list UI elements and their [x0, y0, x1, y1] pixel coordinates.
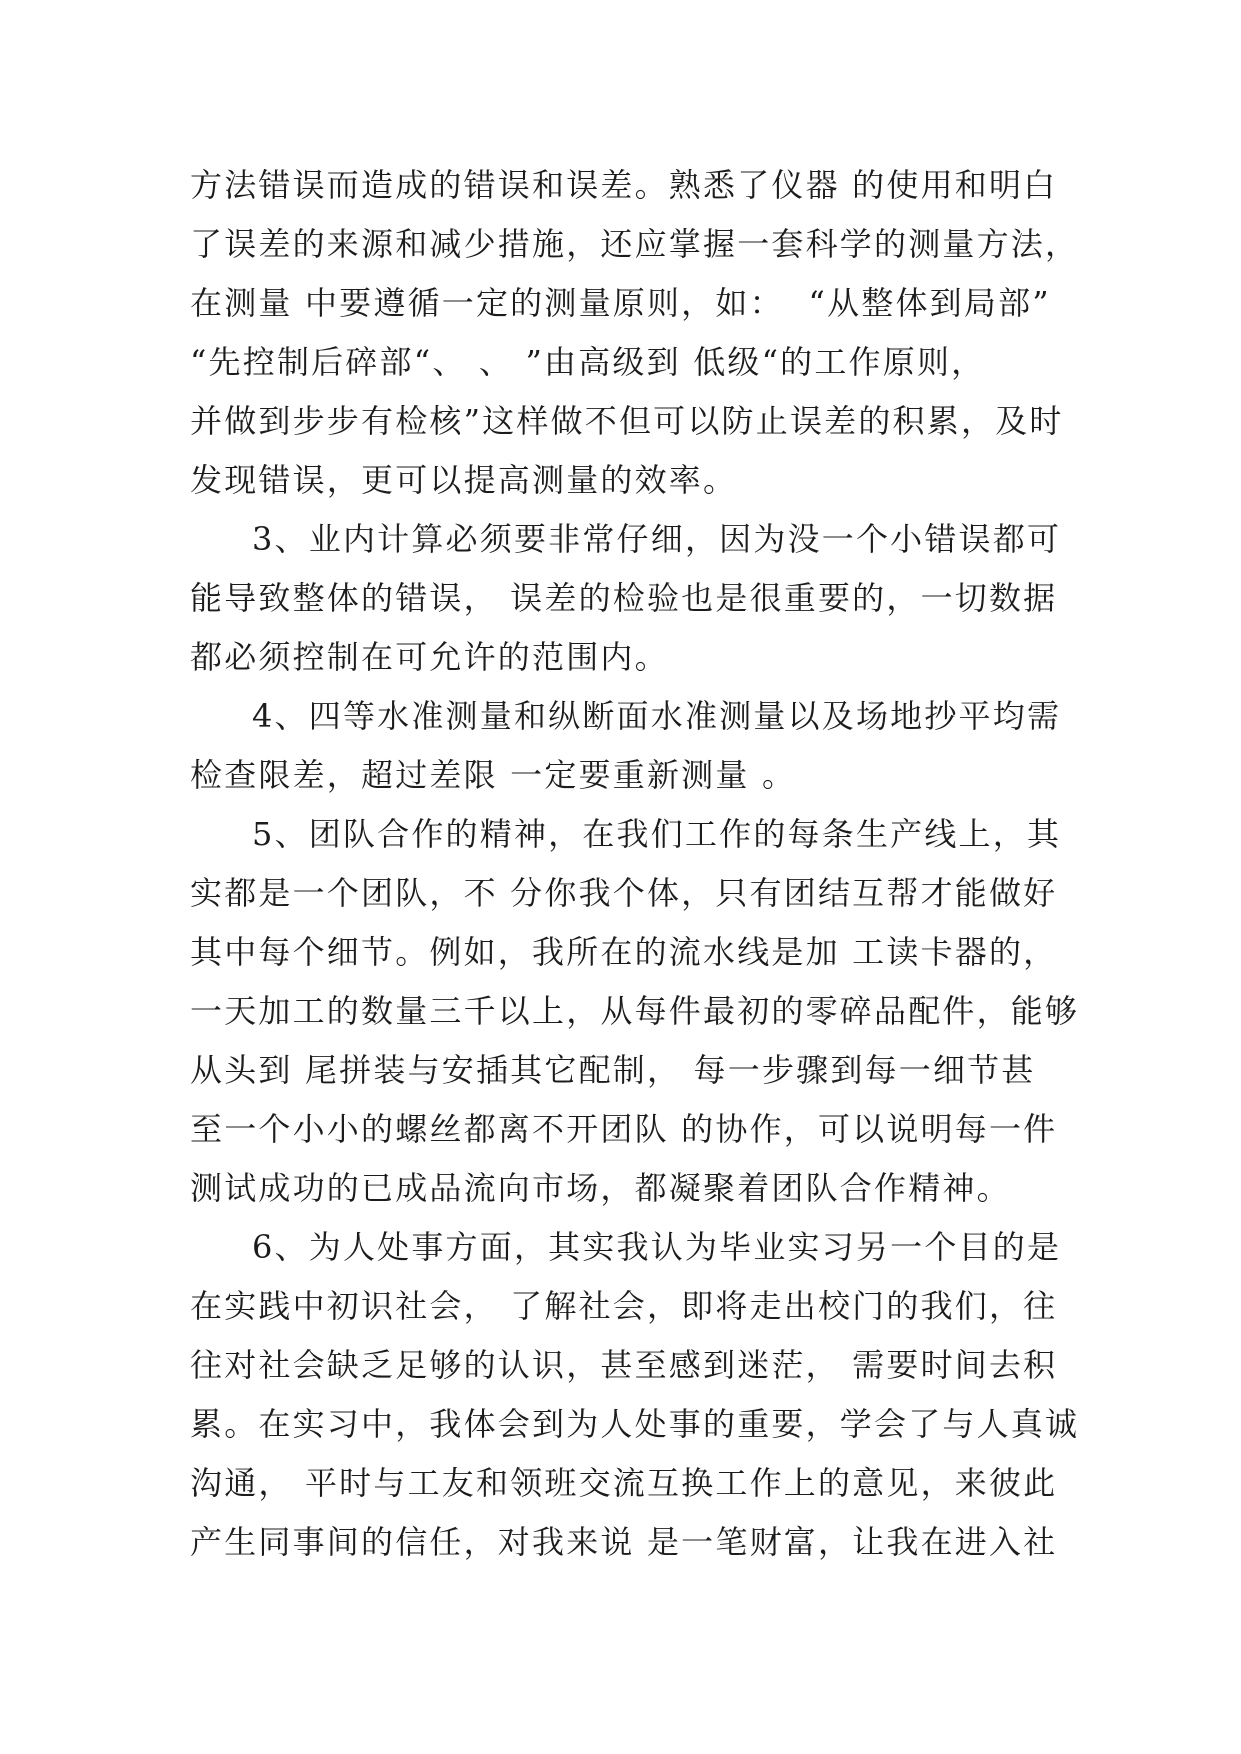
paragraph-start-line: 5、团队合作的精神，在我们工作的每条生产线上，其 [252, 815, 1062, 853]
text-line: 方法错误而造成的错误和误差。熟悉了仪器 的使用和明白 [190, 166, 1058, 204]
text-line: 产生同事间的信任，对我来说 是一笔财富，让我在进入社 [190, 1523, 1058, 1561]
paragraph-start-line: 4、四等水准测量和纵断面水准测量以及场地抄平均需 [252, 697, 1062, 735]
document-body [190, 156, 1080, 1572]
text-line: 都必须控制在可允许的范围内。 [190, 638, 669, 676]
text-line: 至一个小小的螺丝都离不开团队 的协作，可以说明每一件 [190, 1110, 1058, 1148]
text-line: 在实践中初识社会， 了解社会，即将走出校门的我们，往 [190, 1287, 1058, 1325]
text-line: 一天加工的数量三千以上，从每件最初的零碎品配件，能够 [190, 992, 1080, 1030]
text-line: 测试成功的已成品流向市场，都凝聚着团队合作精神。 [190, 1169, 1011, 1207]
text-line: 了误差的来源和减少措施，还应掌握一套科学的测量方法， [190, 225, 1080, 263]
text-line: 实都是一个团队，不 分你我个体，只有团结互帮才能做好 [190, 874, 1058, 912]
text-line: “先控制后碎部“、 、 ”由高级到 低级“的工作原则， [190, 343, 986, 381]
text-line: 并做到步步有检核”这样做不但可以防止误差的积累，及时 [190, 402, 1064, 440]
text-line: 累。在实习中，我体会到为人处事的重要，学会了与人真诚 [190, 1405, 1080, 1443]
text-line: 从头到 尾拼装与安插其它配制， 每一步骤到每一细节甚 [190, 1051, 1036, 1089]
paragraph-start-line: 6、为人处事方面，其实我认为毕业实习另一个目的是 [252, 1228, 1062, 1266]
text-line: 发现错误，更可以提高测量的效率。 [190, 461, 738, 499]
text-line: 能导致整体的错误， 误差的检验也是很重要的，一切数据 [190, 579, 1058, 617]
text-line: 沟通， 平时与工友和领班交流互换工作上的意见，来彼此 [190, 1464, 1058, 1502]
text-line: 其中每个细节。例如，我所在的流水线是加 工读卡器的， [190, 933, 1058, 971]
text-line: 在测量 中要遵循一定的测量原则，如： “从整体到局部” [190, 284, 1051, 322]
text-line: 往对社会缺乏足够的认识，甚至感到迷茫， 需要时间去积 [190, 1346, 1058, 1384]
text-line: 检查限差，超过差限 一定要重新测量 。 [190, 756, 797, 794]
paragraph-start-line: 3、业内计算必须要非常仔细，因为没一个小错误都可 [252, 520, 1062, 558]
